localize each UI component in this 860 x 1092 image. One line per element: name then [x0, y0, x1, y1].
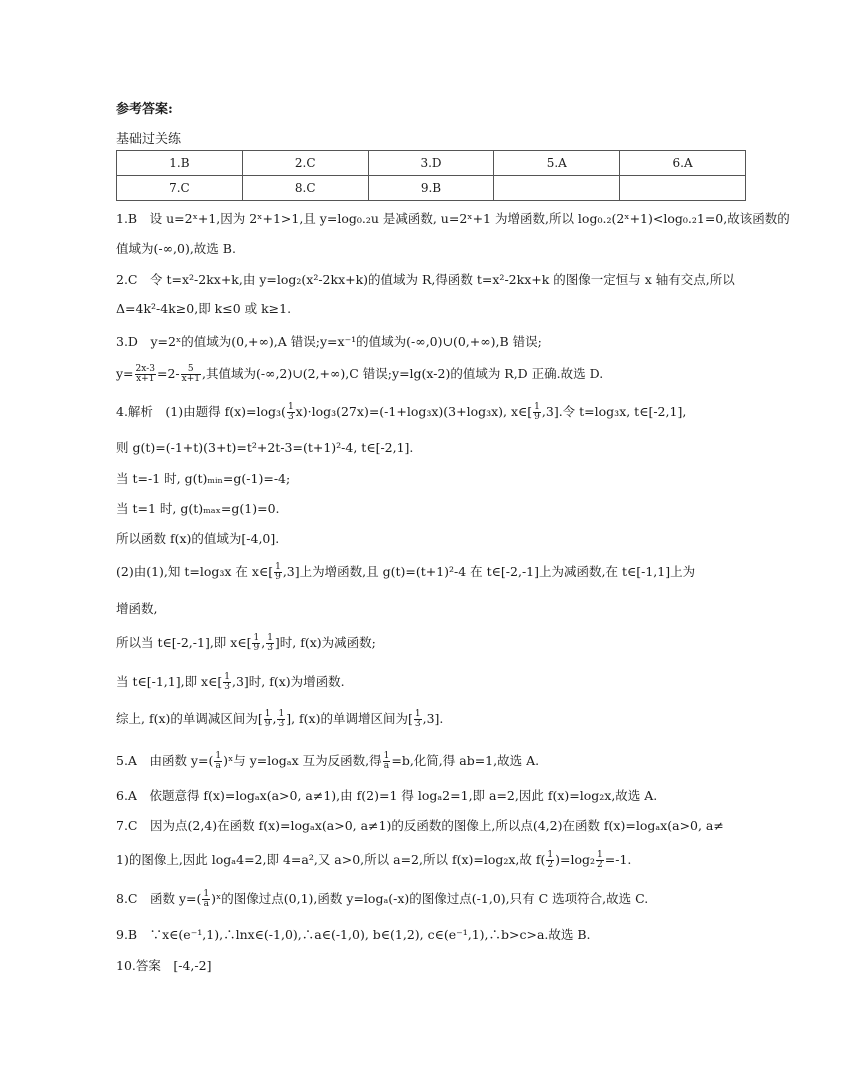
text-fragment: =-1. [604, 852, 632, 867]
table-cell: 1.B [117, 151, 243, 176]
table-cell: 9.B [368, 176, 494, 201]
solution-4-line-3: 当 t=-1 时, g(t)ₘᵢₙ=g(-1)=-4; [116, 471, 291, 486]
solution-2-line-2: Δ=4k²-4k≥0,即 k≤0 或 k≥1. [116, 301, 292, 316]
fraction-numerator: 1 [597, 850, 603, 860]
solution-4-line-9 [116, 673, 345, 692]
fraction-denominator: 9 [264, 719, 271, 729]
text-fragment: , [272, 711, 277, 726]
solution-3-line-1: 3.D y=2ˣ的值域为(0,+∞),A 错误;y=x⁻¹的值域为(-∞,0)∪(0,+∞),B 错误; [116, 334, 542, 349]
fraction [181, 365, 201, 384]
solution-4-line-10 [116, 710, 443, 729]
fraction-denominator: 3 [224, 682, 230, 692]
fraction-numerator: 1 [414, 709, 421, 719]
solution-4-line-4: 当 t=1 时, g(t)ₘₐₓ=g(1)=0. [116, 501, 280, 516]
text-fragment: )ˣ与 y=logₐx 互为反函数,得 [223, 753, 382, 768]
fraction [266, 634, 274, 653]
text-fragment: ], f(x)的单调增区间为[ [286, 711, 413, 726]
solution-10-line-1: 10.答案 [-4,-2] [116, 958, 212, 973]
text-fragment: )ˣ的图像过点(0,1),函数 y=logₐ(-x)的图像过点(-1,0),只有 C 选项符合,故选 C. [211, 891, 649, 906]
fraction-numerator: 5 [181, 365, 201, 375]
table-row [117, 151, 746, 176]
text-fragment: ]时, f(x)为减函数; [274, 635, 376, 650]
fraction-denominator: 9 [253, 643, 260, 653]
fraction-denominator: 2 [597, 860, 603, 870]
fraction [264, 710, 272, 729]
fraction-numerator: 1 [253, 633, 260, 643]
page-heading: 参考答案: [116, 102, 173, 117]
solution-4-line-7: 增函数, [116, 601, 158, 616]
fraction [202, 890, 210, 909]
fraction-denominator: 2 [547, 860, 554, 870]
fraction [274, 563, 282, 582]
fraction-denominator: 3 [414, 719, 421, 729]
text-fragment: 4.解析 (1)由题得 f(x)=log₃( [116, 404, 286, 419]
text-fragment: 所以当 t∈[-2,-1],即 x∈[ [116, 635, 252, 650]
table-cell [494, 176, 620, 201]
text-fragment: x)·log₃(27x)=(-1+log₃x)(3+log₃x), x∈[ [295, 404, 533, 419]
fraction-numerator: 1 [224, 672, 230, 682]
text-fragment: ,3].令 t=log₃x, t∈[-2,1], [541, 404, 687, 419]
answer-table [116, 150, 746, 201]
fraction [546, 851, 554, 870]
fraction-numerator: 1 [547, 850, 554, 860]
text-fragment: =2- [156, 366, 180, 381]
text-fragment: 当 t∈[-1,1],即 x∈[ [116, 674, 223, 689]
solution-7-line-1: 7.C 因为点(2,4)在函数 f(x)=logₐx(a>0, a≠1)的反函数的图像上,所以点(4,2)在函数 f(x)=logₐx(a>0, a≠ [116, 818, 724, 833]
text-fragment: 8.C 函数 y=( [116, 891, 202, 906]
text-fragment: ,3]时, f(x)为增函数. [231, 674, 345, 689]
solution-4-line-1 [116, 403, 686, 422]
solution-2-line-1: 2.C 令 t=x²-2kx+k,由 y=log₂(x²-2kx+k)的值域为 R,得函数 t=x²-2kx+k 的图像一定恒与 x 轴有交点,所以 [116, 272, 735, 287]
fraction-denominator: 3 [287, 412, 294, 422]
solution-1-line-2: 值域为(-∞,0),故选 B. [116, 241, 236, 256]
table-cell: 7.C [117, 176, 243, 201]
fraction [135, 365, 156, 384]
fraction-denominator: 9 [275, 572, 281, 582]
fraction-numerator: 1 [267, 633, 273, 643]
fraction [277, 710, 285, 729]
fraction-numerator: 1 [264, 709, 271, 719]
table-cell: 3.D [368, 151, 494, 176]
fraction [223, 673, 231, 692]
solution-4-line-6 [116, 563, 695, 582]
table-cell: 2.C [242, 151, 368, 176]
fraction-numerator: 1 [383, 751, 390, 761]
table-cell [620, 176, 746, 201]
solution-5-line-1 [116, 752, 539, 771]
fraction-numerator: 1 [534, 402, 540, 412]
solution-8-line-1 [116, 890, 648, 909]
solution-7-line-2 [116, 851, 631, 870]
fraction [214, 752, 222, 771]
fraction-denominator: 9 [534, 412, 540, 422]
fraction [533, 403, 541, 422]
fraction [414, 710, 422, 729]
solution-3-line-2 [116, 365, 603, 384]
fraction-numerator: 2x-3 [135, 364, 155, 374]
fraction-denominator: x+1 [181, 374, 200, 384]
solution-4-line-5: 所以函数 f(x)的值域为[-4,0]. [116, 531, 280, 546]
fraction-denominator: 3 [267, 643, 273, 653]
text-fragment: , [261, 635, 266, 650]
solution-4-line-8 [116, 634, 376, 653]
fraction [252, 634, 260, 653]
fraction [287, 403, 295, 422]
solution-4-line-2: 则 g(t)=(-1+t)(3+t)=t²+2t-3=(t+1)²-4, t∈[-2,1]. [116, 440, 414, 455]
text-fragment: 综上, f(x)的单调减区间为[ [116, 711, 263, 726]
fraction-numerator: 1 [278, 709, 285, 719]
fraction-numerator: 1 [215, 751, 222, 761]
fraction-denominator: a [215, 761, 221, 771]
text-fragment: =b,化简,得 ab=1,故选 A. [391, 753, 540, 768]
text-fragment: ,其值域为(-∞,2)∪(2,+∞),C 错误;y=lg(x-2)的值域为 R,D 正确.故选 D. [201, 366, 604, 381]
table-cell: 5.A [494, 151, 620, 176]
fraction-numerator: 1 [287, 402, 294, 412]
text-fragment: (2)由(1),知 t=log₃x 在 x∈[ [116, 564, 274, 579]
table-cell: 6.A [620, 151, 746, 176]
fraction [596, 851, 604, 870]
section-heading: 基础过关练 [116, 132, 182, 147]
text-fragment: ,3]. [422, 711, 444, 726]
fraction-numerator: 1 [203, 889, 210, 899]
solution-6-line-1: 6.A 依题意得 f(x)=logₐx(a>0, a≠1),由 f(2)=1 得 logₐ2=1,即 a=2,因此 f(x)=log₂x,故选 A. [116, 788, 658, 803]
fraction-numerator: 1 [275, 562, 281, 572]
table-cell: 8.C [242, 176, 368, 201]
fraction-denominator: a [203, 899, 209, 909]
fraction-denominator: 3 [278, 719, 285, 729]
text-fragment: )=log₂ [555, 852, 596, 867]
text-fragment: 1)的图像上,因此 logₐ4=2,即 4=a²,又 a>0,所以 a=2,所以 f(x)=log₂x,故 f( [116, 852, 546, 867]
text-fragment: 5.A 由函数 y=( [116, 753, 214, 768]
solution-1-line-1: 1.B 设 u=2ˣ+1,因为 2ˣ+1>1,且 y=log₀.₂u 是减函数, u=2ˣ+1 为增函数,所以 log₀.₂(2ˣ+1)<log₀.₂1=0,故该函数的 [116, 211, 790, 226]
fraction-denominator: x+1 [136, 374, 155, 384]
text-fragment: y= [116, 366, 134, 381]
solution-9-line-1: 9.B ∵x∈(e⁻¹,1),∴lnx∈(-1,0),∴a∈(-1,0), b∈(1,2), c∈(e⁻¹,1),∴b>c>a.故选 B. [116, 927, 591, 942]
table-row [117, 176, 746, 201]
fraction-denominator: a [383, 761, 390, 771]
text-fragment: ,3]上为增函数,且 g(t)=(t+1)²-4 在 t∈[-2,-1]上为减函数,在 t∈[-1,1]上为 [282, 564, 696, 579]
fraction [383, 752, 391, 771]
